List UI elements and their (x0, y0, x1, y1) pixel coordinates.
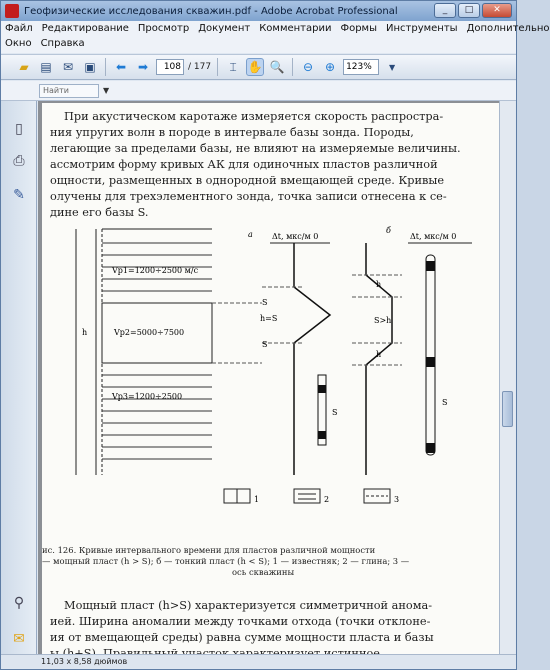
menu-comments[interactable]: Комментарии (259, 23, 332, 34)
text-line: При акустическом каротаже измеряется скорость распростра- (64, 110, 444, 123)
toolbar-separator (217, 58, 218, 76)
page-number-input[interactable]: 108 (156, 59, 184, 75)
figure-126 (62, 225, 482, 535)
navigation-pane (1, 101, 37, 656)
close-button[interactable]: ✕ (482, 3, 512, 18)
curve-thick-bed (294, 243, 330, 475)
menu-edit[interactable]: Редактирование (41, 23, 129, 34)
comments-icon[interactable]: ✉ (13, 631, 25, 647)
label-h-b-1: h (376, 280, 382, 289)
menu-forms[interactable]: Формы (340, 23, 377, 34)
zoom-dropdown-icon[interactable]: ▼ (389, 62, 396, 72)
pdf-page (42, 103, 500, 663)
print-icon[interactable]: ▤ (40, 60, 52, 74)
label-h-eq-s: h=S (260, 314, 278, 323)
text-line: Мощный пласт (h>S) характеризуется симметричной анома- (64, 599, 433, 612)
toolbar-separator (105, 58, 106, 76)
text-line: ия от вмещающей среды) равна сумме мощности пласта и базы (50, 631, 434, 644)
label-s-2: S (262, 340, 268, 349)
menu-window[interactable]: Окно (5, 38, 32, 49)
label-h-b-2: h (376, 350, 382, 359)
text-line: ощности, размещенных в однородной вмещающей среде. Кривые (50, 174, 445, 187)
menu-view[interactable]: Просмотр (137, 23, 190, 34)
open-folder-icon[interactable]: ▰ (19, 60, 29, 74)
curve-thin-bed (366, 243, 392, 475)
prev-page-icon[interactable]: ⬅ (115, 60, 127, 74)
caption-line: ось скважины (232, 567, 295, 577)
label-s-1: S (262, 298, 268, 307)
menu-document[interactable]: Документ (198, 23, 251, 34)
text-line: легающие за пределами базы, не влияют на измеряемые величины. (50, 142, 461, 155)
scrollbar-thumb[interactable] (502, 391, 513, 427)
panel-a-axis: Δt, мкс/м 0 (272, 232, 319, 241)
velocity-label-2: Vp2=5000÷7500 (114, 328, 185, 337)
maximize-button[interactable]: □ (458, 3, 480, 18)
zoom-in-icon[interactable]: ⊕ (325, 60, 336, 74)
bookmarks-icon[interactable]: ⎙ (13, 153, 25, 169)
sonde-b (426, 255, 435, 455)
save-icon[interactable]: ▣ (84, 60, 96, 74)
thickness-label: h (82, 328, 88, 337)
find-toolbar (1, 81, 516, 101)
attachments-icon[interactable]: ⚲ (13, 595, 25, 611)
text-line: ией. Ширина аномалии между точками отхода (точки отклоне- (50, 615, 431, 628)
panel-b-axis: Δt, мкс/м 0 (410, 232, 457, 241)
find-dropdown-icon[interactable]: ▼ (103, 86, 110, 95)
caption-line: — мощный пласт (h > S); б — тонкий пласт (h < S); 1 — известняк; 2 — глина; 3 — (42, 556, 410, 566)
next-page-icon[interactable]: ➡ (137, 60, 149, 74)
caption-line: ис. 126. Кривые интервального времени для пластов различной мощности (42, 545, 376, 555)
minimize-button[interactable]: _ (434, 3, 456, 18)
text-line: олучены для трехэлементного зонда, точка записи отнесена к се- (50, 190, 447, 203)
hand-tool-icon[interactable]: ✋ (247, 60, 263, 74)
legend-2: 2 (324, 495, 330, 504)
zoom-tool-icon[interactable]: 🔍 (269, 60, 285, 74)
zoom-level-input[interactable]: 123% (343, 59, 379, 75)
vertical-scrollbar[interactable] (499, 101, 515, 656)
page-total: / 177 (188, 62, 212, 72)
menu-tools[interactable]: Инструменты (386, 23, 458, 34)
select-tool-icon[interactable]: ⌶ (229, 59, 237, 74)
paragraph-1 (50, 109, 461, 221)
label-s-sonde-a: S (332, 408, 338, 417)
velocity-label-3: Vp3=1200÷2500 (112, 392, 183, 401)
paragraph-2 (50, 598, 434, 662)
dashed-guides-a (212, 287, 302, 363)
legend-1: 1 (254, 495, 260, 504)
menu-bar (1, 21, 550, 53)
text-line: ния упругих волн в породе в интервале базы зонда. Породы, (50, 126, 414, 139)
menu-file[interactable]: Файл (5, 23, 33, 34)
panel-a-label: а (248, 230, 253, 239)
clay-layer-bottom (102, 375, 212, 459)
window-title: Геофизические исследования скважин.pdf - Adobe Acrobat Professional (24, 5, 398, 17)
menu-help[interactable]: Справка (40, 38, 85, 49)
menu-advanced[interactable]: Дополнительно (466, 23, 550, 34)
pages-icon[interactable]: ▯ (15, 121, 23, 137)
legend (224, 489, 399, 504)
legend-3: 3 (394, 495, 400, 504)
panel-b-label: б (386, 226, 391, 235)
velocity-label-1: Vp1=1200÷2500 м/с (112, 266, 199, 275)
label-s-gt-h: S>h (374, 316, 392, 325)
document-view[interactable] (38, 101, 500, 656)
figure-caption (42, 545, 409, 578)
status-bar (1, 654, 516, 668)
acrobat-app-icon (5, 4, 19, 18)
email-icon[interactable]: ✉ (62, 60, 74, 74)
text-line: ассмотрим форму кривых АК для одиночных пластов различной (50, 158, 438, 171)
sonde-a (318, 375, 326, 445)
title-bar[interactable] (1, 1, 516, 21)
signatures-icon[interactable]: ✎ (13, 187, 25, 203)
text-line: дине его базы S. (50, 206, 149, 219)
toolbar-separator (292, 58, 293, 76)
label-s-sonde-b: S (442, 398, 448, 407)
main-toolbar (1, 54, 516, 80)
page-size-label: 11,03 x 8,58 дюймов (41, 657, 128, 666)
zoom-out-icon[interactable]: ⊖ (303, 60, 314, 74)
find-input[interactable]: Найти (39, 84, 99, 98)
